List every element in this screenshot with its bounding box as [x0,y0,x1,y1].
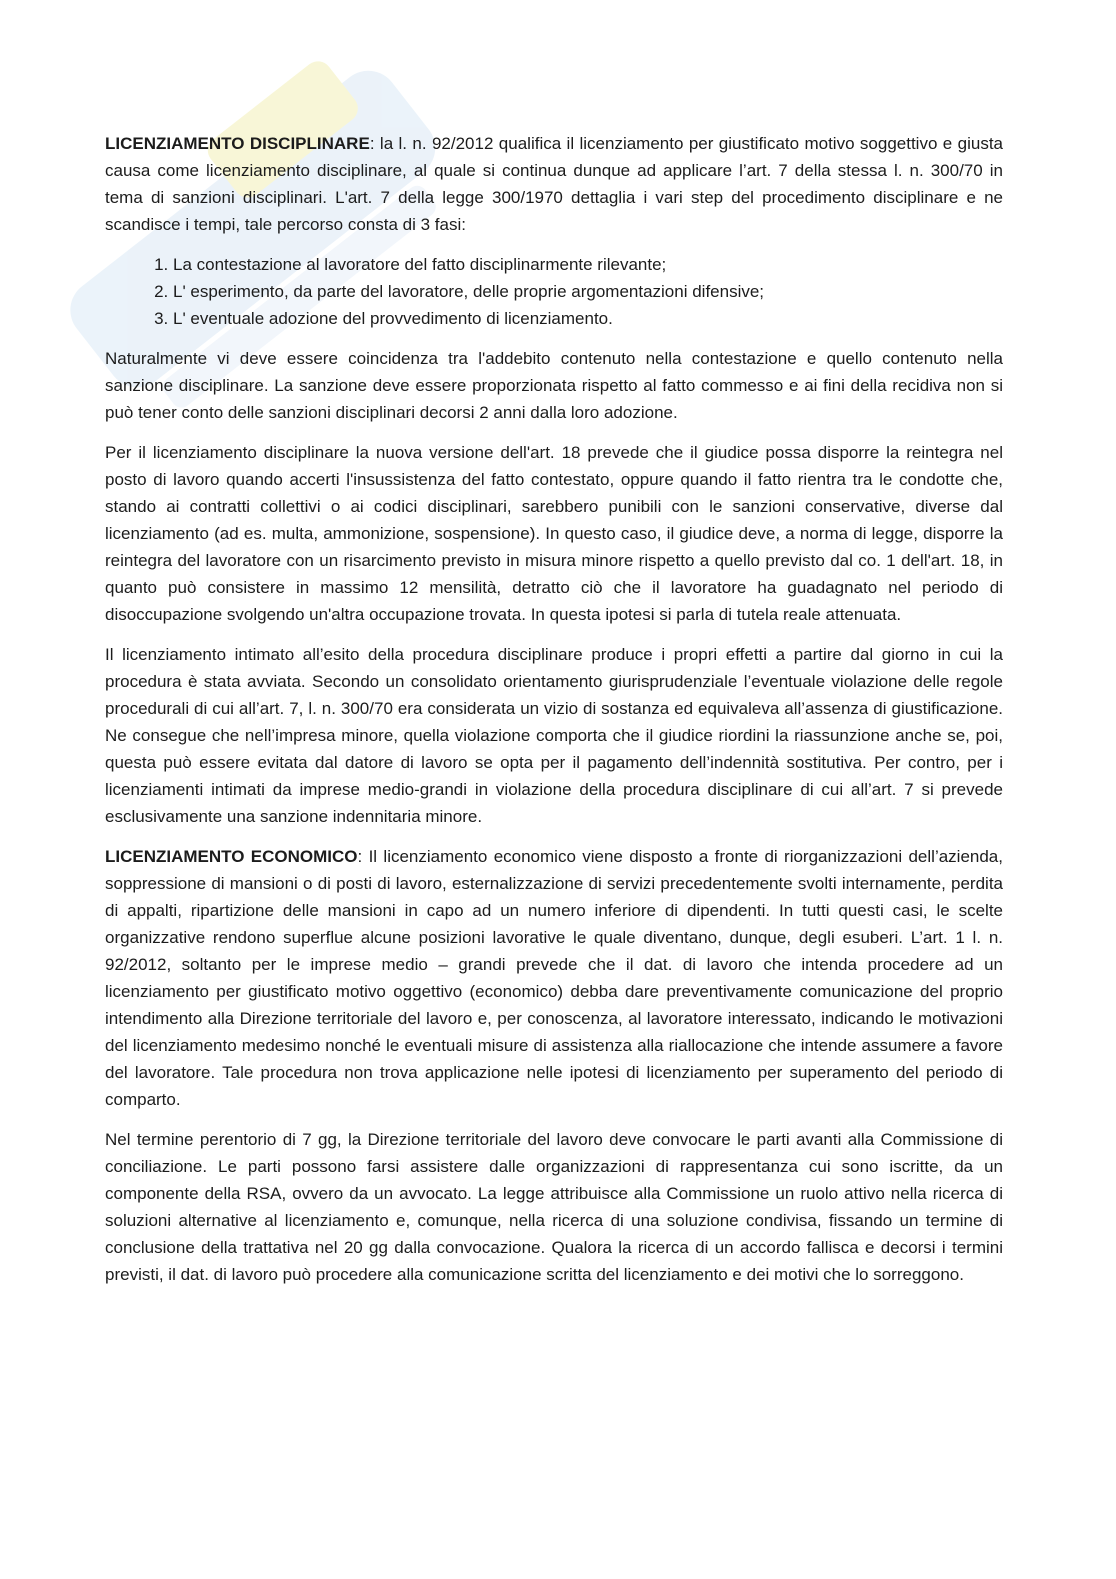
section-intro-text: : la l. n. 92/2012 qualifica il licenziamento per giustificato motivo soggettivo e giusta causa come licenziamento disciplinare, al quale si continua dunque ad applicare l’art. 7 della stessa l. n. 300/70 in tema di sanzioni disciplinari. L'art. 7 della legge 300/1970 dettaglia i vari step del procedimento disciplinare e ne scandisce i tempi, tale percorso consta di 3 fasi: [105,134,1003,234]
list-item-step-2: 2. L' esperimento, da parte del lavoratore, delle proprie argomentazioni difensive; [173,278,1003,305]
section-title-disciplinare: LICENZIAMENTO DISCIPLINARE [105,134,370,153]
paragraph-coincidenza: Naturalmente vi deve essere coincidenza tra l'addebito contenuto nella contestazione e quello contenuto nella sanzione disciplinare. La sanzione deve essere proporzionata rispetto al fatto commesso e ai fini della recidiva non si può tener conto delle sanzioni disciplinari decorsi 2 anni dalla loro adozione. [105,349,1003,422]
section-disciplinare-intro [105,130,1003,238]
section-economico-intro [105,843,1003,1113]
document-page [105,130,1003,1301]
procedure-steps-list [105,251,1003,332]
section-title-economico: LICENZIAMENTO ECONOMICO [105,847,358,866]
paragraph-art18: Per il licenziamento disciplinare la nuova versione dell'art. 18 prevede che il giudice possa disporre la reintegra nel posto di lavoro quando accerti l'insussistenza del fatto contestato, oppure quando il fatto rientra tra le condotte che, stando ai contratti collettivi o ai codici disciplinari, sarebbero punibili con le sanzioni conservative, diverse dal licenziamento (ad es. multa, ammonizione, sospensione). In questo caso, il giudice deve, a norma di legge, disporre la reintegra del lavoratore con un risarcimento previsto in misura minore rispetto a quello previsto dal co. 1 dell'art. 18, in quanto può consistere in massimo 12 mensilità, detratto ciò che il lavoratore ha guadagnato nel periodo di disoccupazione svolgendo un'altra occupazione trovata. In questa ipotesi si parla di tutela reale attenuata. [105,443,1003,624]
paragraph-conciliazione: Nel termine perentorio di 7 gg, la Direzione territoriale del lavoro deve convocare le parti avanti alla Commissione di conciliazione. Le parti possono farsi assistere dalle organizzazioni di rappresentanza cui sono iscritte, da un componente della RSA, ovvero da un avvocato. La legge attribuisce alla Commissione un ruolo attivo nella ricerca di soluzioni alternative al licenziamento e, comunque, nella ricerca di una soluzione condivisa, fissando un termine di conclusione della trattativa nel 20 gg dalla convocazione. Qualora la ricerca di un accordo fallisca e decorsi i termini previsti, il dat. di lavoro può procedere alla comunicazione scritta del licenziamento e dei motivi che lo sorreggono. [105,1130,1003,1284]
list-item-step-1: 1. La contestazione al lavoratore del fatto disciplinarmente rilevante; [173,251,1003,278]
list-item-step-3: 3. L' eventuale adozione del provvedimento di licenziamento. [173,305,1003,332]
paragraph-effetti: Il licenziamento intimato all’esito della procedura disciplinare produce i propri effetti a partire dal giorno in cui la procedura è stata avviata. Secondo un consolidato orientamento giurisprudenziale l’eventuale violazione delle regole procedurali di cui all’art. 7, l. n. 300/70 era considerata un vizio di sostanza ed equivaleva all’assenza di giustificazione. Ne consegue che nell’impresa minore, quella violazione comporta che il giudice riordini la riassunzione anche se, poi, questa può essere evitata dal datore di lavoro se opta per il pagamento dell’indennità sostitutiva. Per contro, per i licenziamenti intimati da imprese medio-grandi in violazione della procedura disciplinare di cui all’art. 7 si prevede esclusivamente una sanzione indennitaria minore. [105,645,1003,826]
section-intro-text: : Il licenziamento economico viene disposto a fronte di riorganizzazioni dell’azienda, soppressione di mansioni o di posti di lavoro, esternalizzazione di servizi precedentemente svolti internamente, perdita di appalti, ripartizione delle mansioni in capo ad un numero inferiore di dipendenti. In tutti questi casi, le scelte organizzative rendono superflue alcune posizioni lavorative le quale diventano, dunque, degli esuberi. L’art. 1 l. n. 92/2012, soltanto per le imprese medio – grandi prevede che il dat. di lavoro che intenda procedere ad un licenziamento per giustificato motivo oggettivo (economico) debba dare preventivamente comunicazione del proprio intendimento alla Direzione territoriale del lavoro e, per conoscenza, al lavoratore interessato, indicando le motivazioni del licenziamento medesimo nonché le eventuali misure di assistenza alla riallocazione che intende assumere a favore del lavoratore. Tale procedura non trova applicazione nelle ipotesi di licenziamento per superamento del periodo di comparto. [105,847,1003,1109]
